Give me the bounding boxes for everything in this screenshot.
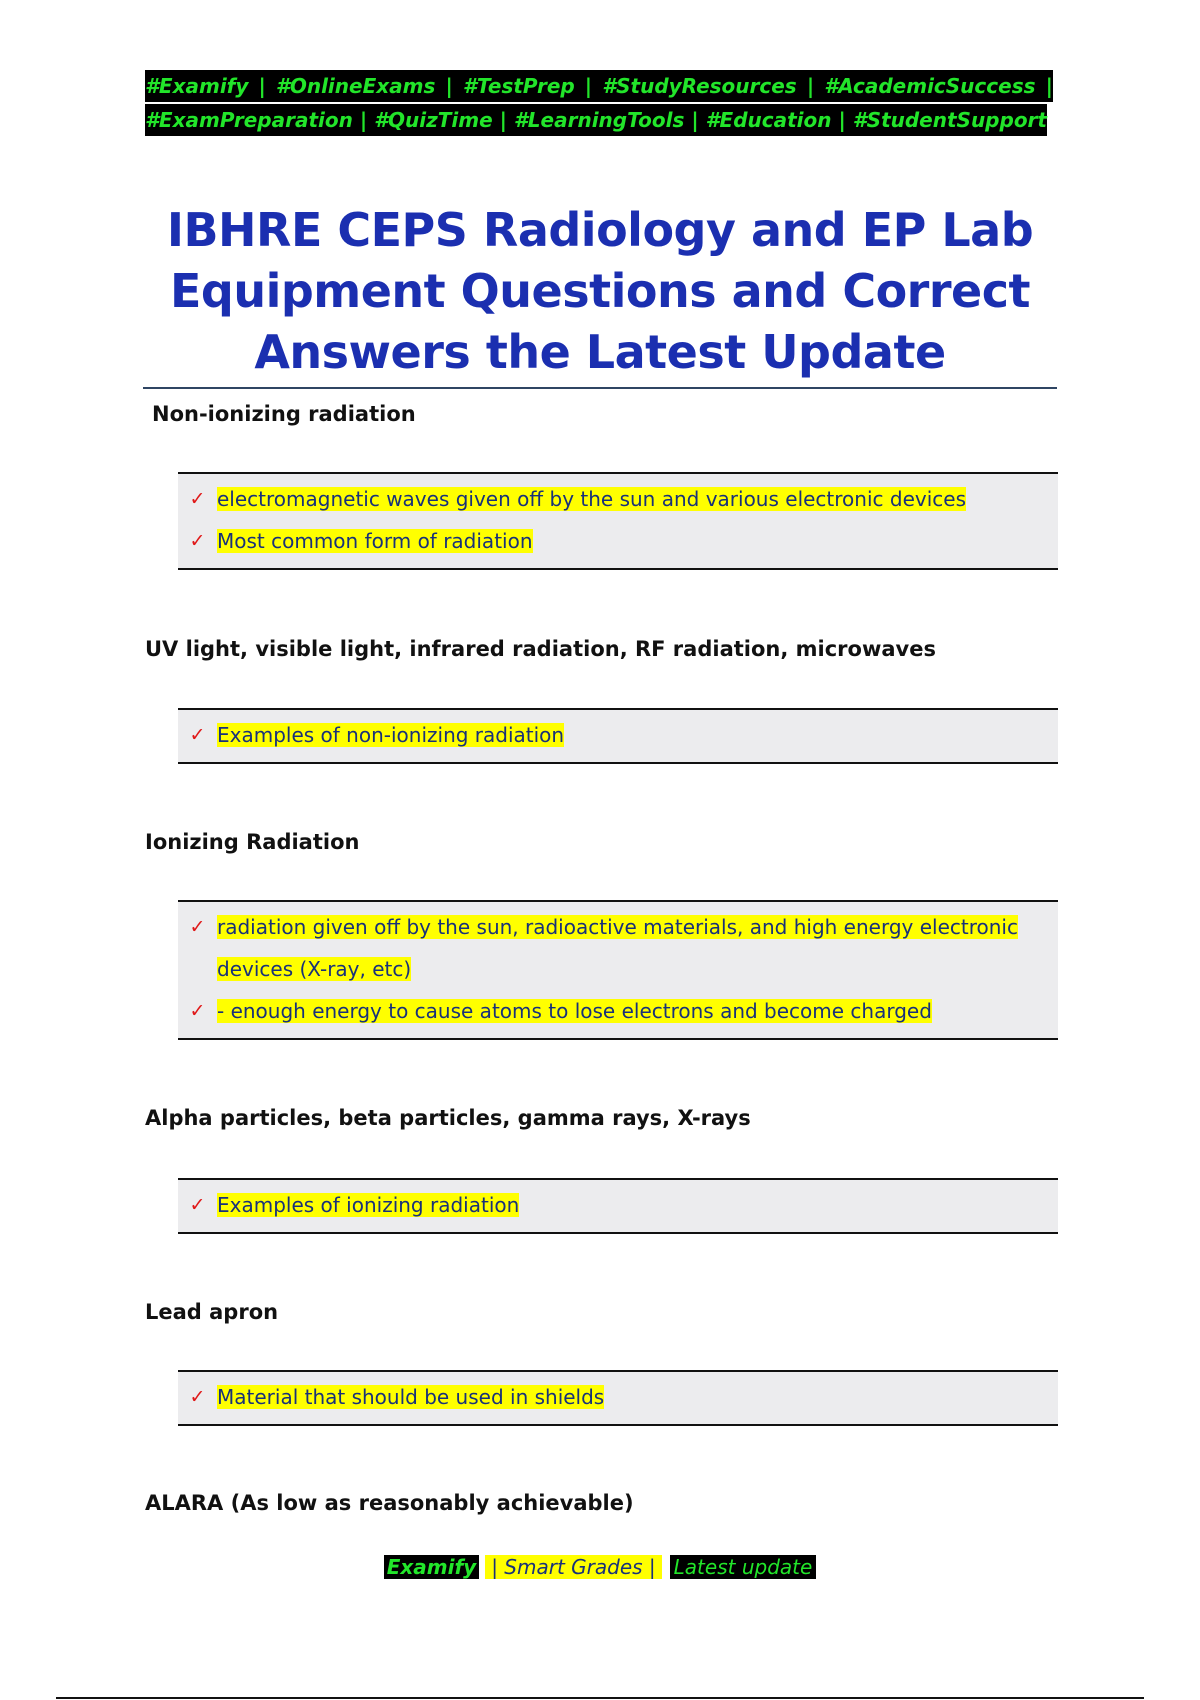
answer-text: - enough energy to cause atoms to lose electrons and become charged: [217, 999, 932, 1023]
tag-separator: |: [259, 70, 266, 102]
footer-brand[interactable]: Examify: [384, 1555, 480, 1579]
answer-item: [178, 1376, 1058, 1418]
answer-text: Most common form of radiation: [217, 529, 533, 553]
answer-text: electromagnetic waves given off by the sun and various electronic devices: [217, 487, 966, 511]
question-5: Lead apron: [145, 1300, 279, 1324]
tag-examify[interactable]: #Examify: [145, 70, 248, 102]
answer-text: Examples of non-ionizing radiation: [217, 723, 565, 747]
checkmark-icon: ✓: [189, 916, 206, 938]
tag-separator: |: [1046, 70, 1053, 102]
answer-text: Material that should be used in shields: [217, 1385, 605, 1409]
hashtag-line-1: [145, 70, 1053, 102]
hashtag-banner: [145, 70, 1055, 136]
tag-separator: |: [585, 70, 592, 102]
question-6: ALARA (As low as reasonably achievable): [145, 1491, 634, 1515]
tag-online-exams[interactable]: #OnlineExams: [276, 70, 435, 102]
footer-smart-grades: | Smart Grades |: [485, 1555, 661, 1579]
question-3: Ionizing Radiation: [145, 830, 360, 854]
answer-box-5: [178, 1370, 1058, 1426]
checkmark-icon: ✓: [189, 724, 206, 746]
tag-separator: |: [446, 70, 453, 102]
answer-item: [178, 714, 1058, 756]
answer-item: [178, 990, 1058, 1032]
tag-academic-success[interactable]: #AcademicSuccess: [824, 70, 1035, 102]
tag-separator: |: [807, 70, 814, 102]
footer-latest-update: Latest update: [670, 1555, 817, 1579]
answer-item: [178, 478, 1058, 520]
answer-box-3: [178, 900, 1058, 1040]
answer-box-1: [178, 472, 1058, 570]
question-2: UV light, visible light, infrared radiation, RF radiation, microwaves: [145, 637, 936, 661]
page-bottom-rule: [56, 1697, 1144, 1699]
answer-box-4: [178, 1178, 1058, 1234]
answer-item: [178, 1184, 1058, 1226]
hashtag-line-2: #ExamPreparation | #QuizTime | #LearningTools | #Education | #StudentSupport: [145, 104, 1047, 136]
answer-text: Examples of ionizing radiation: [217, 1193, 520, 1217]
checkmark-icon: ✓: [189, 1000, 206, 1022]
answer-item: [178, 520, 1058, 562]
footer-badge: [0, 1552, 1200, 1582]
document-title: IBHRE CEPS Radiology and EP Lab Equipment Questions and Correct Answers the Latest Update: [166, 203, 1034, 379]
answer-text: radiation given off by the sun, radioactive materials, and high energy electronic devices (X-ray, etc): [217, 915, 1018, 981]
question-1: Non-ionizing radiation: [152, 402, 416, 426]
title-divider: [143, 387, 1057, 389]
question-4: Alpha particles, beta particles, gamma rays, X-rays: [145, 1106, 751, 1130]
checkmark-icon: ✓: [189, 530, 206, 552]
checkmark-icon: ✓: [189, 1386, 206, 1408]
answer-box-2: [178, 708, 1058, 764]
checkmark-icon: ✓: [189, 1194, 206, 1216]
tag-test-prep[interactable]: #TestPrep: [463, 70, 575, 102]
answer-item: [178, 906, 1058, 990]
checkmark-icon: ✓: [189, 488, 206, 510]
tag-study-resources[interactable]: #StudyResources: [602, 70, 797, 102]
